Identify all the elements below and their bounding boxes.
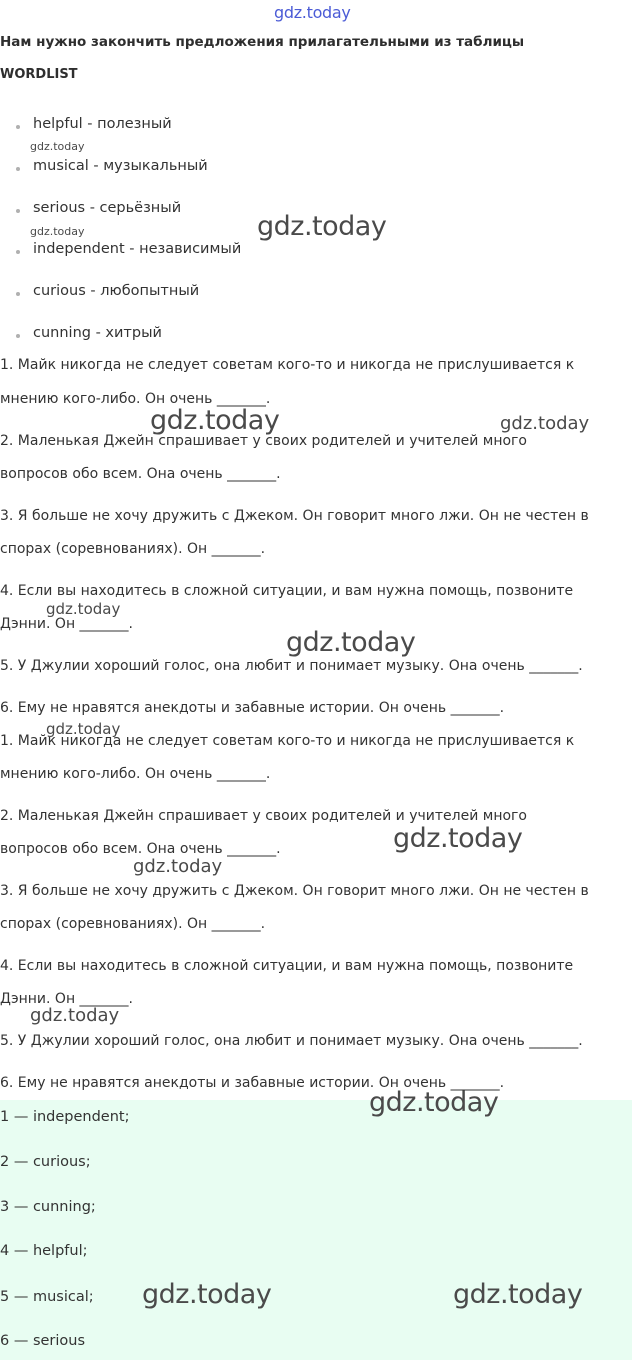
watermark: gdz.today (46, 600, 121, 618)
wordlist-item-text: musical - музыкальный (33, 158, 208, 174)
wordlist-item (16, 200, 181, 216)
task-line: 6. Ему не нравятся анекдоты и забавные истории. Он очень _______. (0, 1075, 505, 1091)
wordlist-item (16, 158, 208, 174)
task-line: 5. У Джулии хороший голос, она любит и понимает музыку. Она очень _______. (0, 1033, 583, 1049)
task-line: 6. Ему не нравятся анекдоты и забавные истории. Он очень _______. (0, 700, 505, 716)
task-line: 3. Я больше не хочу дружить с Джеком. Он говорит много лжи. Он не честен в (0, 508, 589, 524)
watermark: gdz.today (46, 720, 121, 738)
wordlist-item (16, 241, 241, 257)
task-line: 4. Если вы находитесь в сложной ситуации, и вам нужна помощь, позвоните (0, 958, 574, 974)
task-line: спорах (соревнованиях). Он _______. (0, 916, 266, 932)
answer-item: 3 — cunning; (0, 1199, 96, 1215)
watermark: gdz.today (30, 140, 85, 153)
watermark: gdz.today (257, 211, 387, 242)
answer-item: 1 — independent; (0, 1109, 130, 1125)
watermark: gdz.today (142, 1279, 272, 1310)
wordlist-item (16, 283, 199, 299)
wordlist-heading: WORDLIST (0, 67, 78, 82)
task-line: 2. Маленькая Джейн спрашивает у своих родителей и учителей много (0, 808, 527, 824)
wordlist-item-text: helpful - полезный (33, 116, 172, 132)
page-title: Нам нужно закончить предложения прилагательными из таблицы (0, 34, 525, 50)
task-line: мнению кого-либо. Он очень _______. (0, 766, 271, 782)
wordlist-item-text: serious - серьёзный (33, 200, 182, 216)
task-line: 3. Я больше не хочу дружить с Джеком. Он говорит много лжи. Он не честен в (0, 883, 589, 899)
watermark: gdz.today (453, 1279, 583, 1310)
task-line: мнению кого-либо. Он очень _______. (0, 391, 271, 407)
task-line: спорах (соревнованиях). Он _______. (0, 541, 266, 557)
wordlist-item-text: curious - любопытный (33, 283, 200, 299)
answer-item: 5 — musical; (0, 1289, 94, 1305)
site-logo[interactable]: gdz.today (274, 3, 351, 22)
watermark: gdz.today (30, 225, 85, 238)
watermark: gdz.today (369, 1087, 499, 1118)
watermark: gdz.today (393, 823, 523, 854)
watermark: gdz.today (500, 413, 590, 434)
wordlist-item-text: independent - независимый (33, 241, 242, 257)
watermark: gdz.today (286, 627, 416, 658)
task-line: 1. Майк никогда не следует советам кого-то и никогда не прислушивается к (0, 357, 575, 373)
task-line: Дэнни. Он _______. (0, 616, 133, 632)
task-line: Дэнни. Он _______. (0, 991, 133, 1007)
answer-item: 4 — helpful; (0, 1243, 88, 1259)
wordlist-item (16, 116, 172, 132)
task-line: 4. Если вы находитесь в сложной ситуации, и вам нужна помощь, позвоните (0, 583, 574, 599)
answer-item: 2 — curious; (0, 1154, 91, 1170)
task-line: 5. У Джулии хороший голос, она любит и понимает музыку. Она очень _______. (0, 658, 583, 674)
task-line: вопросов обо всем. Она очень _______. (0, 466, 281, 482)
watermark: gdz.today (150, 405, 280, 436)
watermark: gdz.today (30, 1005, 120, 1026)
task-line: 2. Маленькая Джейн спрашивает у своих родителей и учителей много (0, 433, 527, 449)
watermark: gdz.today (133, 856, 223, 877)
answer-item: 6 — serious (0, 1333, 86, 1349)
wordlist-item (16, 325, 162, 341)
answers-panel (0, 1100, 632, 1360)
task-line: вопросов обо всем. Она очень _______. (0, 841, 281, 857)
wordlist-item-text: cunning - хитрый (33, 325, 162, 341)
task-line: 1. Майк никогда не следует советам кого-то и никогда не прислушивается к (0, 733, 575, 749)
